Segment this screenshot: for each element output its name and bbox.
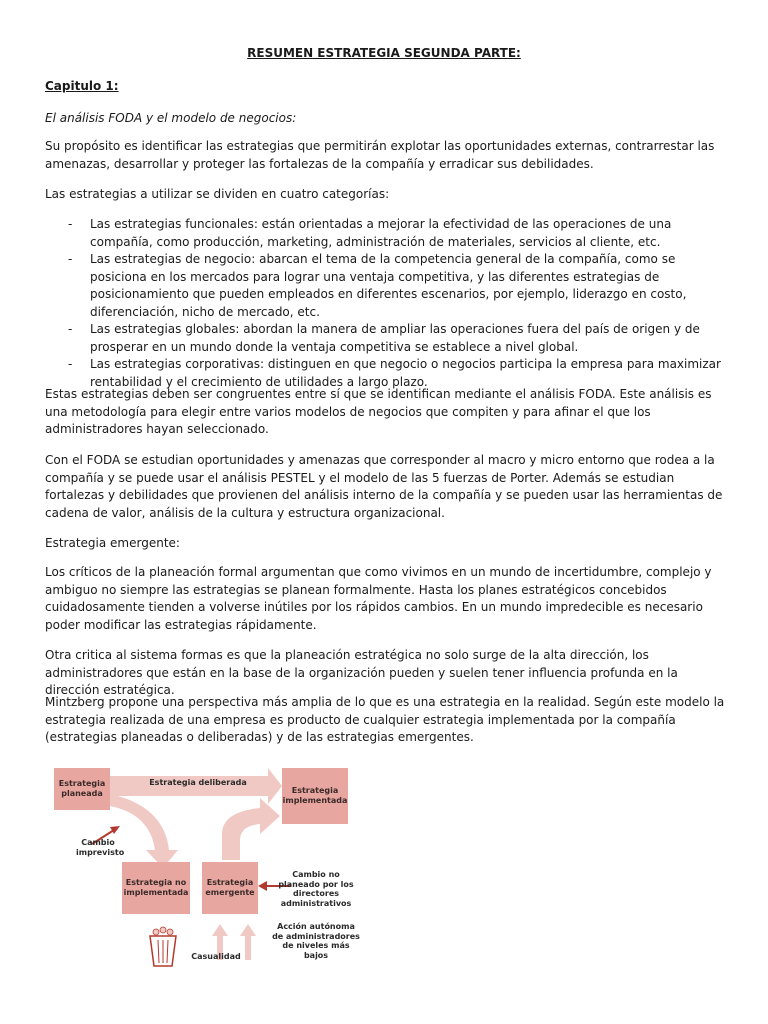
unplanned-change-label: Cambio no planeado por los directores administrativos xyxy=(278,870,354,908)
chance-label: Casualidad xyxy=(191,952,241,961)
autonomous-action-label: Acción autónoma de administradores de niveles más bajos xyxy=(272,922,360,960)
unplanned-pointer-head xyxy=(258,881,267,891)
list-item-text: Las estrategias globales: abordan la manera de ampliar las operaciones fuera del país de origen y de prosperar en un mundo donde la ventaja competitiva se establece a nivel global. xyxy=(90,322,700,354)
list-item xyxy=(45,321,725,356)
foda-detail-paragraph: Con el FODA se estudian oportunidades y amenazas que corresponder al macro y micro entorno que rodea a la compañía y se puede usar el análisis PESTEL y el modelo de las 5 fuerzas de Porter. Además se estudian fortalezas y debilidades que provienen del análisis interno de la compañía y se pueden usar las herramientas de cadena de valor, análisis de la cultura y estructura organizacional. xyxy=(45,453,723,520)
deliberate-strategy-label: Estrategia deliberada xyxy=(149,778,247,787)
critics-paragraph: Los críticos de la planeación formal argumentan que como vivimos en un mundo de incertidumbre, complejo y ambiguo no siempre las estrategias se planean formalmente. Hasta los planes estratégicos concebidos cuidadosamente tienden a volverse inútiles por los rápidos cambios. En un mundo impredecible es necesario poder modificar las estrategias rápidamente. xyxy=(45,565,712,632)
foda-paragraph: Estas estrategias deben ser congruentes entre sí que se identifican mediante el análisis FODA. Este análisis es una metodología para elegir entre varios modelos de negocios que compiten y para afinar el que los administradores hayan seleccionado. xyxy=(45,387,712,436)
list-item-text: Las estrategias corporativas: distinguen en que negocio o negocios participa la empresa para maximizar rentabilidad y el crecimiento de utilidades a largo plazo. xyxy=(90,357,721,389)
document-title: RESUMEN ESTRATEGIA SEGUNDA PARTE: xyxy=(247,46,521,60)
not-implemented-strategy-box: Estrategia no implementada xyxy=(122,862,190,914)
bullet-dash: - xyxy=(68,357,73,371)
bullet-dash: - xyxy=(68,322,73,336)
intro-paragraph: Su propósito es identificar las estrategias que permitirán explotar las oportunidades externas, contrarrestar las amenazas, desarrollar y proteger las fortalezas de la compañía y erradicar sus debilidades. xyxy=(45,139,715,171)
emergent-heading: Estrategia emergente: xyxy=(45,536,180,550)
trash-bin-icon xyxy=(150,927,176,966)
unforeseen-pointer-head xyxy=(110,826,120,834)
implemented-strategy-box: Estrategia implementada xyxy=(282,768,348,824)
list-item xyxy=(45,251,725,321)
list-item xyxy=(45,216,725,251)
bullet-dash: - xyxy=(68,217,73,231)
emergent-strategy-box: Estrategia emergente xyxy=(202,862,258,914)
planned-strategy-box: Estrategia planeada xyxy=(54,768,110,810)
emergent-arrow xyxy=(222,798,280,860)
list-item-text: Las estrategias funcionales: están orientadas a mejorar la efectividad de las operaciones de una compañía, como producción, marketing, administración de materiales, servicios al cliente, etc. xyxy=(90,217,672,249)
list-item-text: Las estrategias de negocio: abarcan el tema de la competencia general de la compañía, como se posiciona en los mercados para lograr una ventaja competitiva, y las diferentes estrategias de posicionamiento que pueden empleados en diferentes escenarios, por ejemplo, liderazgo en costo, diferenciación, nicho de mercado, etc. xyxy=(90,252,687,319)
criticism-paragraph: Otra critica al sistema formas es que la planeación estratégica no solo surge de la alta dirección, los administradores que están en la base de la organización pueden y suelen tener influencia profunda en la dirección estratégica. xyxy=(45,648,678,697)
bullet-dash: - xyxy=(68,252,73,266)
mintzberg-strategy-diagram xyxy=(50,764,370,984)
section-subtitle: El análisis FODA y el modelo de negocios: xyxy=(45,111,297,125)
strategy-categories-list xyxy=(45,216,725,391)
categories-intro: Las estrategias a utilizar se dividen en cuatro categorías: xyxy=(45,187,390,201)
mintzberg-paragraph: Mintzberg propone una perspectiva más amplia de lo que es una estrategia en la realidad. Según este modelo la estrategia realizada de una empresa es producto de cualquier estrategia implementada por la compañía (estrategias planeadas o deliberadas) y de las estrategias emergentes. xyxy=(45,695,725,744)
chapter-heading: Capitulo 1: xyxy=(45,79,119,93)
unforeseen-change-label: Cambio imprevisto xyxy=(76,838,125,857)
